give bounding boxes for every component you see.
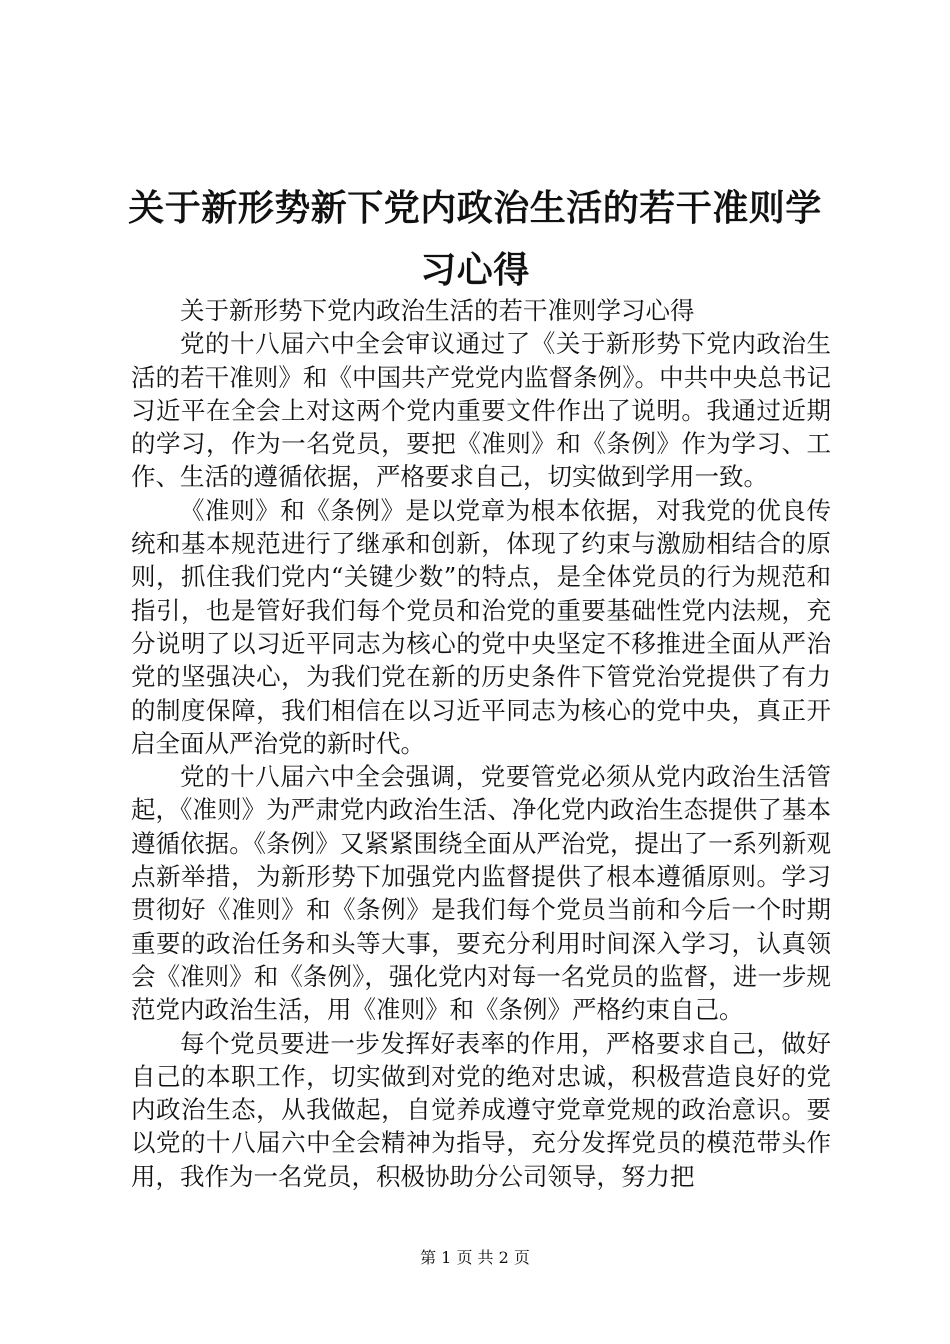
paragraph-subtitle: 关于新形势下党内政治生活的若干准则学习心得: [180, 296, 695, 325]
paragraph: 党的十八届六中全会审议通过了《关于新形势下党内政治生活的若干准则》和《中国共产党党内监督条例》。中共中央总书记习近平在全会上对这两个党内重要文件作出了说明。我通过近期的学习，作为一名党员，要把《准则》和《条例》作为学习、工作、生活的遵循依据，严格要求自己，切实做到学用一致。: [131, 329, 831, 492]
page-number-footer: 第 1 页 共 2 页: [420, 1248, 530, 1267]
document-body: [131, 294, 831, 1193]
paragraph: 《准则》和《条例》是以党章为根本依据，对我党的优良传统和基本规范进行了继承和创新，体现了约束与激励相结合的原则，抓住我们党内“关键少数”的特点，是全体党员的行为规范和指引，也是管好我们每个党员和治党的重要基础性党内法规，充分说明了以习近平同志为核心的党中央坚定不移推进全面从严治党的坚强决心，为我们党在新的历史条件下管党治党提供了有力的制度保障，我们相信在以习近平同志为核心的党中央，真正开启全面从严治党的新时代。: [131, 495, 831, 758]
paragraph: 每个党员要进一步发挥好表率的作用，严格要求自己，做好自己的本职工作，切实做到对党的绝对忠诚，积极营造良好的党内政治生态，从我做起，自觉养成遵守党章党规的政治意识。要以党的十八届六中全会精神为指导，充分发挥党员的模范带头作用，我作为一名党员，积极协助分公司领导，努力把: [131, 1028, 831, 1191]
paragraph: 党的十八届六中全会强调，党要管党必须从党内政治生活管起，《准则》为严肃党内政治生活、净化党内政治生态提供了基本遵循依据。《条例》又紧紧围绕全面从严治党，提出了一系列新观点新举措，为新形势下加强党内监督提供了根本遵循原则。学习贯彻好《准则》和《条例》是我们每个党员当前和今后一个时期重要的政治任务和头等大事，要充分利用时间深入学习，认真领会《准则》和《条例》，强化党内对每一名党员的监督，进一步规范党内政治生活，用《准则》和《条例》严格约束自己。: [131, 762, 831, 1025]
document-title: 关于新形势新下党内政治生活的若干准则学习心得: [128, 188, 822, 291]
